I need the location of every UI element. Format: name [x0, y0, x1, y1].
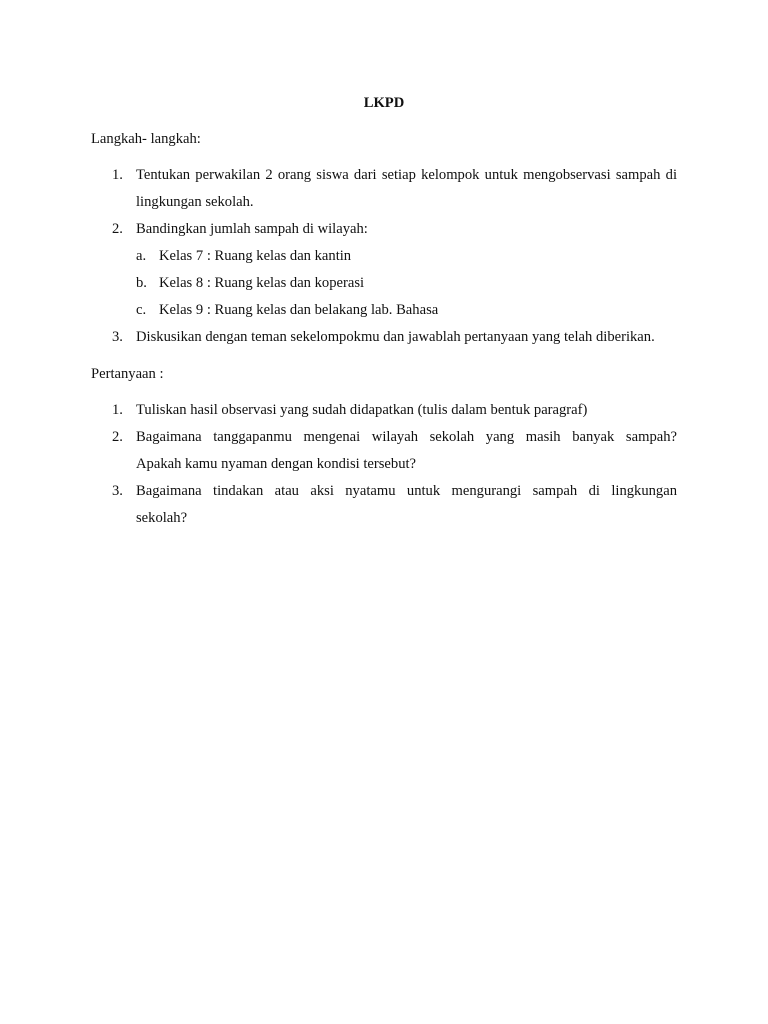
questions-heading: Pertanyaan :: [91, 366, 164, 382]
document-title: LKPD: [363, 95, 405, 111]
step-text: Bandingkan jumlah sampah di wilayah:: [136, 221, 368, 237]
sub-step-letter: b.: [136, 275, 147, 291]
question-number: 1.: [112, 402, 123, 418]
question-number: 2.: [112, 429, 123, 445]
sub-step-letter: a.: [136, 248, 147, 264]
sub-step-text: Kelas 7 : Ruang kelas dan kantin: [159, 248, 352, 264]
question-text-line: Bagaimana tindakan atau aksi nyatamu untuk mengurangi sampah di lingkungan: [136, 483, 677, 499]
sub-step-text: Kelas 9 : Ruang kelas dan belakang lab. Bahasa: [159, 302, 439, 318]
step-number: 3.: [112, 329, 123, 345]
steps-heading: Langkah- langkah:: [91, 131, 201, 147]
step-text-line: lingkungan sekolah.: [136, 194, 254, 210]
sub-step-letter: c.: [136, 302, 147, 318]
step-number: 1.: [112, 167, 123, 183]
question-number: 3.: [112, 483, 123, 499]
step-text: [136, 162, 677, 216]
question-text: Tuliskan hasil observasi yang sudah didapatkan (tulis dalam bentuk paragraf): [136, 402, 588, 418]
question-text-line: Apakah kamu nyaman dengan kondisi tersebut?: [136, 456, 417, 472]
sub-step-text: Kelas 8 : Ruang kelas dan koperasi: [159, 275, 365, 291]
step-text-line: Tentukan perwakilan 2 orang siswa dari setiap kelompok untuk mengobservasi sampah di: [136, 167, 677, 183]
question-text: [136, 478, 677, 532]
question-text-line: Bagaimana tanggapanmu mengenai wilayah sekolah yang masih banyak sampah?: [136, 429, 677, 445]
step-number: 2.: [112, 221, 123, 237]
question-text: [136, 424, 677, 478]
step-text: Diskusikan dengan teman sekelompokmu dan jawablah pertanyaan yang telah diberikan.: [136, 329, 655, 345]
question-text-line: sekolah?: [136, 510, 188, 526]
